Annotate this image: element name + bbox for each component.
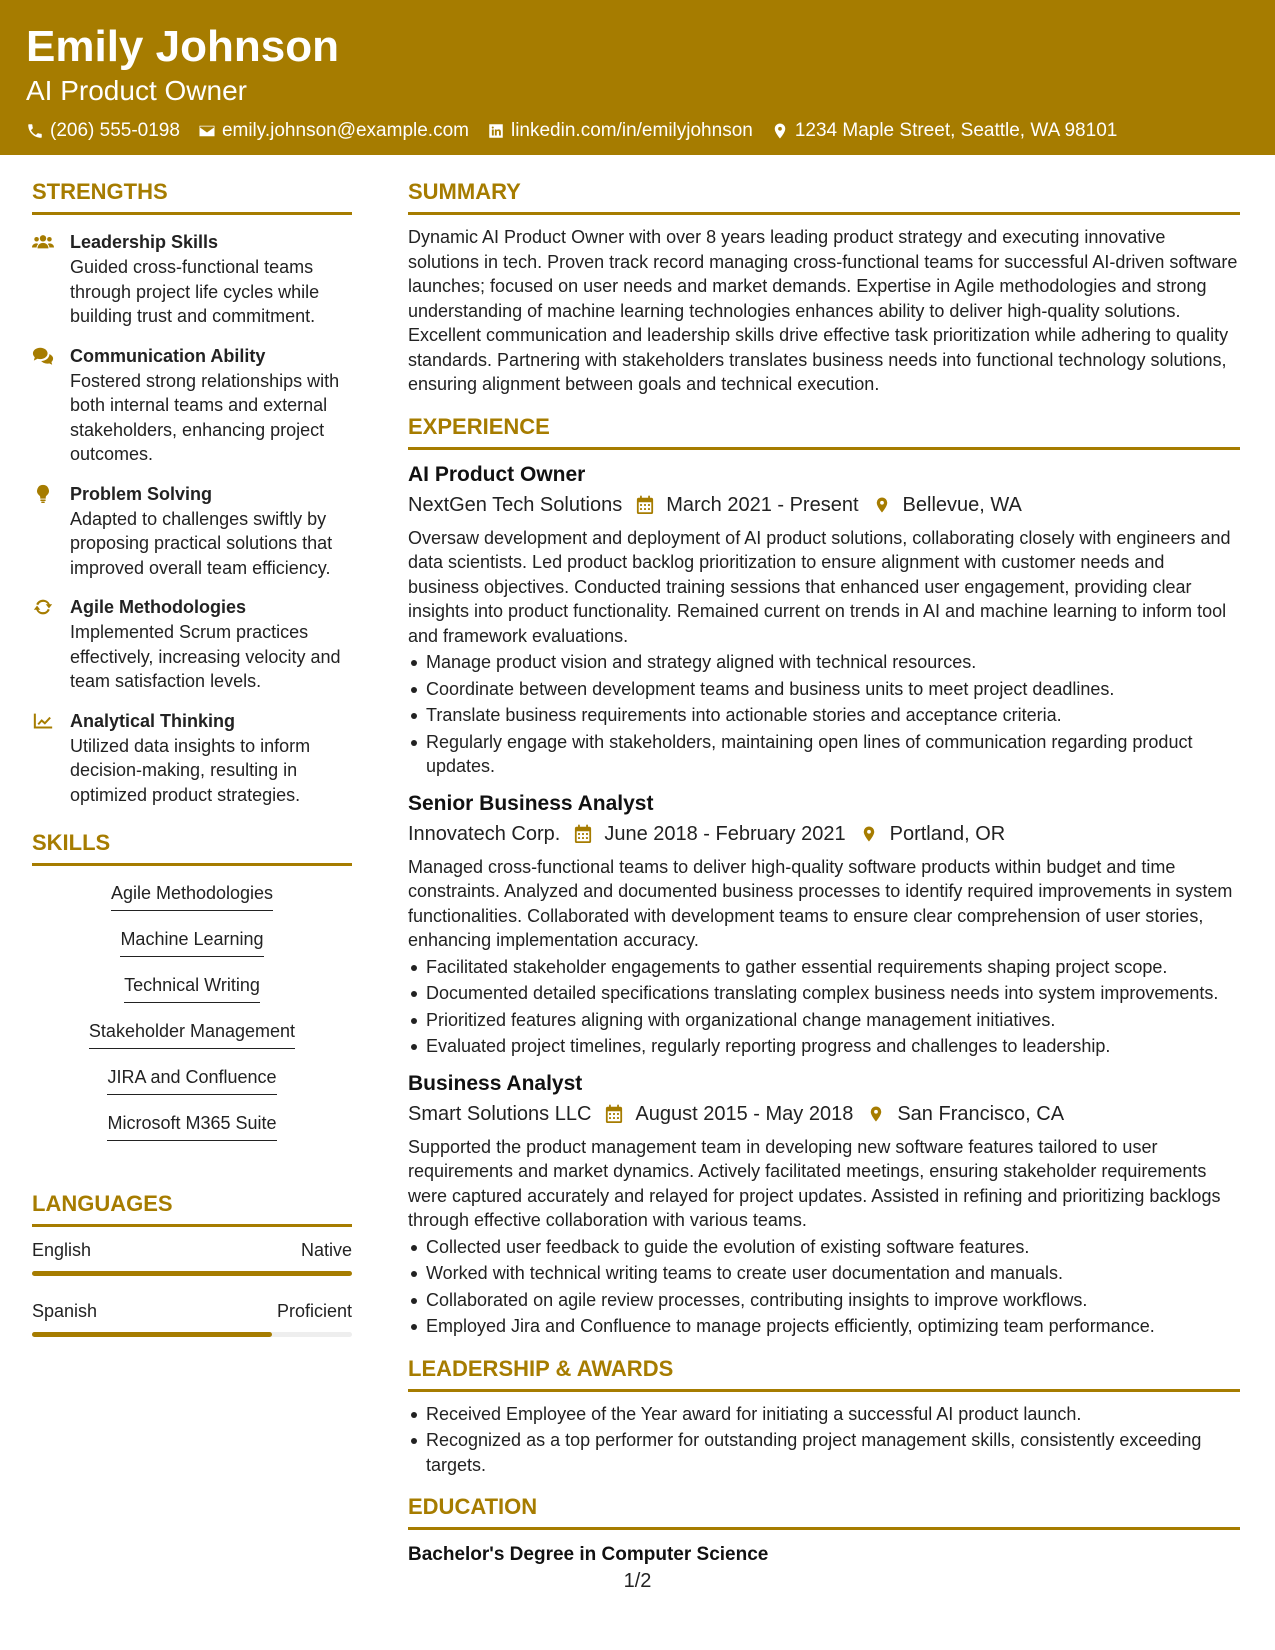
contact-email[interactable]: [198, 118, 469, 144]
language-bar-fill: [32, 1271, 352, 1276]
strength-title: Problem Solving: [70, 483, 213, 504]
skill-item: Technical Writing: [124, 972, 260, 1003]
bullet-item: Prioritized features aligning with organizational change management initiatives.: [408, 1008, 1240, 1033]
page-number: 1/2: [623, 1570, 652, 1592]
summary-text: Dynamic AI Product Owner with over 8 years leading product strategy and executing innovative solutions in tech. Proven track record managing cross-functional teams for successful AI-driven software launches; focused on user needs and market demands. Expertise in Agile methodologies and strong understanding of machine learning technologies enhances ability to deliver high-quality solutions. Excellent communication and leadership skills drive effective task prioritization while adhering to quality standards. Partnering with stakeholders translates business needs into functional technology solutions, ensuring alignment between goals and technical execution.: [408, 227, 1238, 394]
job-company: Innovatech Corp.: [408, 822, 561, 845]
job-bullets: [408, 955, 1240, 1059]
bullet-item: Evaluated project timelines, regularly reporting progress and challenges to leadership.: [408, 1034, 1240, 1059]
skill-item: Stakeholder Management: [89, 1018, 295, 1049]
job-description: Oversaw development and deployment of AI product solutions, collaborating closely with engineers and data scientists. Led product backlog prioritization to ensure alignment with customer needs and business objectives. Conducted training sessions that enhanced user engagement, providing clear insights into product functionality. Remained current on trends in AI and machine learning to inform tool and framework evaluations.: [408, 527, 1231, 646]
job-dates: June 2018 - February 2021: [604, 822, 846, 845]
bullet-item: Regularly engage with stakeholders, maintaining open lines of communication regarding product updates.: [408, 730, 1240, 779]
resume-header: [0, 0, 1275, 155]
job-meta: [408, 819, 1240, 849]
bullet-item: Documented detailed specifications translating complex business needs into system improvements.: [408, 981, 1240, 1006]
strength-desc: Fostered strong relationships with both internal teams and external stakeholders, enhancing project outcomes.: [70, 370, 340, 464]
language-name: English: [32, 1240, 92, 1260]
job-bullets: [408, 650, 1240, 779]
envelope-icon: [198, 122, 216, 140]
contact-address: [771, 118, 1118, 144]
language-item: [32, 1298, 352, 1337]
strength-desc: Implemented Scrum practices effectively, increasing velocity and team satisfaction levels.: [70, 622, 341, 691]
job-company: NextGen Tech Solutions: [408, 493, 623, 516]
job-entry: [408, 1069, 1240, 1339]
bullet-item: Recognized as a top performer for outstanding project management skills, consistently exceeding targets.: [408, 1428, 1240, 1477]
contact-phone[interactable]: [26, 118, 180, 144]
candidate-role: AI Product Owner: [26, 75, 247, 106]
map-pin-icon: [860, 824, 878, 844]
job-dates: March 2021 - Present: [666, 493, 859, 516]
calendar-icon: [605, 1104, 623, 1124]
right-column: [408, 178, 1240, 1570]
skill-item: Agile Methodologies: [111, 880, 273, 911]
language-bar: [32, 1271, 352, 1276]
strength-title: Communication Ability: [70, 345, 266, 366]
language-bar-fill: [32, 1332, 272, 1337]
bullet-item: Facilitated stakeholder engagements to gather essential requirements shaping project scope.: [408, 955, 1240, 980]
summary-title: SUMMARY: [408, 178, 1240, 215]
awards-list: [408, 1402, 1240, 1478]
language-level: Native: [300, 1240, 352, 1260]
language-level: Proficient: [276, 1301, 352, 1321]
job-dates: August 2015 - May 2018: [635, 1102, 854, 1125]
contact-linkedin-text: linkedin.com/in/emilyjohnson: [510, 120, 753, 141]
job-location: Bellevue, WA: [902, 493, 1022, 516]
users-icon: [32, 232, 54, 252]
job-title: AI Product Owner: [408, 462, 586, 486]
job-entry: [408, 789, 1240, 1059]
strength-item: [32, 481, 352, 581]
strength-item: [32, 708, 352, 808]
phone-icon: [26, 122, 44, 140]
strengths-list: [32, 229, 352, 807]
map-pin-icon: [867, 1104, 885, 1124]
skill-item: JIRA and Confluence: [107, 1064, 276, 1095]
experience-title: EXPERIENCE: [408, 413, 1240, 450]
skills-list: [32, 880, 352, 1156]
job-meta: [408, 490, 1240, 520]
contact-email-text: emily.johnson@example.com: [221, 120, 469, 141]
bullet-item: Manage product vision and strategy aligned with technical resources.: [408, 650, 1240, 675]
job-location: San Francisco, CA: [897, 1102, 1065, 1125]
sync-icon: [32, 597, 54, 617]
skills-title: SKILLS: [32, 829, 352, 866]
education-title: EDUCATION: [408, 1493, 1240, 1530]
job-bullets: [408, 1235, 1240, 1339]
bullet-item: Translate business requirements into actionable stories and acceptance criteria.: [408, 703, 1240, 728]
map-pin-icon: [771, 122, 789, 140]
job-title: Senior Business Analyst: [408, 791, 654, 815]
bullet-item: Collaborated on agile review processes, contributing insights to improve workflows.: [408, 1288, 1240, 1313]
strength-desc: Guided cross-functional teams through project life cycles while building trust and commitment.: [70, 257, 320, 326]
candidate-name: Emily Johnson: [26, 22, 339, 71]
job-title: Business Analyst: [408, 1071, 583, 1095]
contact-linkedin[interactable]: [487, 118, 753, 144]
bullet-item: Collected user feedback to guide the evolution of existing software features.: [408, 1235, 1240, 1260]
contact-address-text: 1234 Maple Street, Seattle, WA 98101: [794, 120, 1118, 141]
left-column: [32, 178, 352, 1359]
language-item: [32, 1237, 352, 1276]
strength-item: [32, 343, 352, 467]
calendar-icon: [636, 495, 654, 515]
calendar-icon: [574, 824, 592, 844]
strength-title: Agile Methodologies: [70, 597, 247, 617]
comments-icon: [32, 346, 54, 366]
strength-title: Analytical Thinking: [70, 710, 236, 731]
awards-title: LEADERSHIP & AWARDS: [408, 1355, 1240, 1392]
strength-item: [32, 229, 352, 329]
contact-phone-text: (206) 555-0198: [50, 120, 180, 141]
strength-desc: Adapted to challenges swiftly by proposing practical solutions that improved overall team efficiency.: [70, 508, 333, 578]
bullet-item: Employed Jira and Confluence to manage projects efficiently, optimizing team performance.: [408, 1314, 1240, 1339]
languages-list: [32, 1237, 352, 1337]
bullet-item: Received Employee of the Year award for initiating a successful AI product launch.: [408, 1402, 1240, 1427]
education-degree: Bachelor's Degree in Computer Science: [408, 1544, 769, 1565]
language-name: Spanish: [32, 1301, 98, 1321]
skill-item: Machine Learning: [120, 926, 263, 957]
strength-desc: Utilized data insights to inform decision-making, resulting in optimized product strategies.: [70, 735, 311, 805]
languages-title: LANGUAGES: [32, 1190, 352, 1227]
lightbulb-icon: [32, 484, 54, 504]
job-location: Portland, OR: [889, 822, 1006, 845]
map-pin-icon: [873, 495, 891, 515]
contact-bar: [26, 118, 1249, 144]
job-meta: [408, 1099, 1240, 1129]
language-bar: [32, 1332, 352, 1337]
chart-line-icon: [32, 711, 54, 731]
skill-item: Microsoft M365 Suite: [107, 1110, 276, 1141]
job-description: Supported the product management team in developing new software features tailored to user requirements and market dynamics. Actively facilitated meetings, ensuring stakeholder requirements were captured accurately and relayed for project updates. Assisted in refining and prioritizing backlogs through effective collaboration with various teams.: [408, 1136, 1221, 1230]
strength-title: Leadership Skills: [70, 232, 219, 252]
strength-item: [32, 594, 352, 694]
job-description: Managed cross-functional teams to deliver high-quality software products within budget and time constraints. Analyzed and documented business processes to identify required improvements in system functionalities. Collaborated with development teams to ensure clear comprehension of user stories, enhancing implementation accuracy.: [408, 856, 1233, 950]
bullet-item: Coordinate between development teams and business units to meet project deadlines.: [408, 677, 1240, 702]
job-company: Smart Solutions LLC: [408, 1102, 592, 1125]
job-entry: [408, 460, 1240, 779]
bullet-item: Worked with technical writing teams to create user documentation and manuals.: [408, 1261, 1240, 1286]
strengths-title: STRENGTHS: [32, 178, 352, 215]
linkedin-icon: [487, 122, 505, 140]
